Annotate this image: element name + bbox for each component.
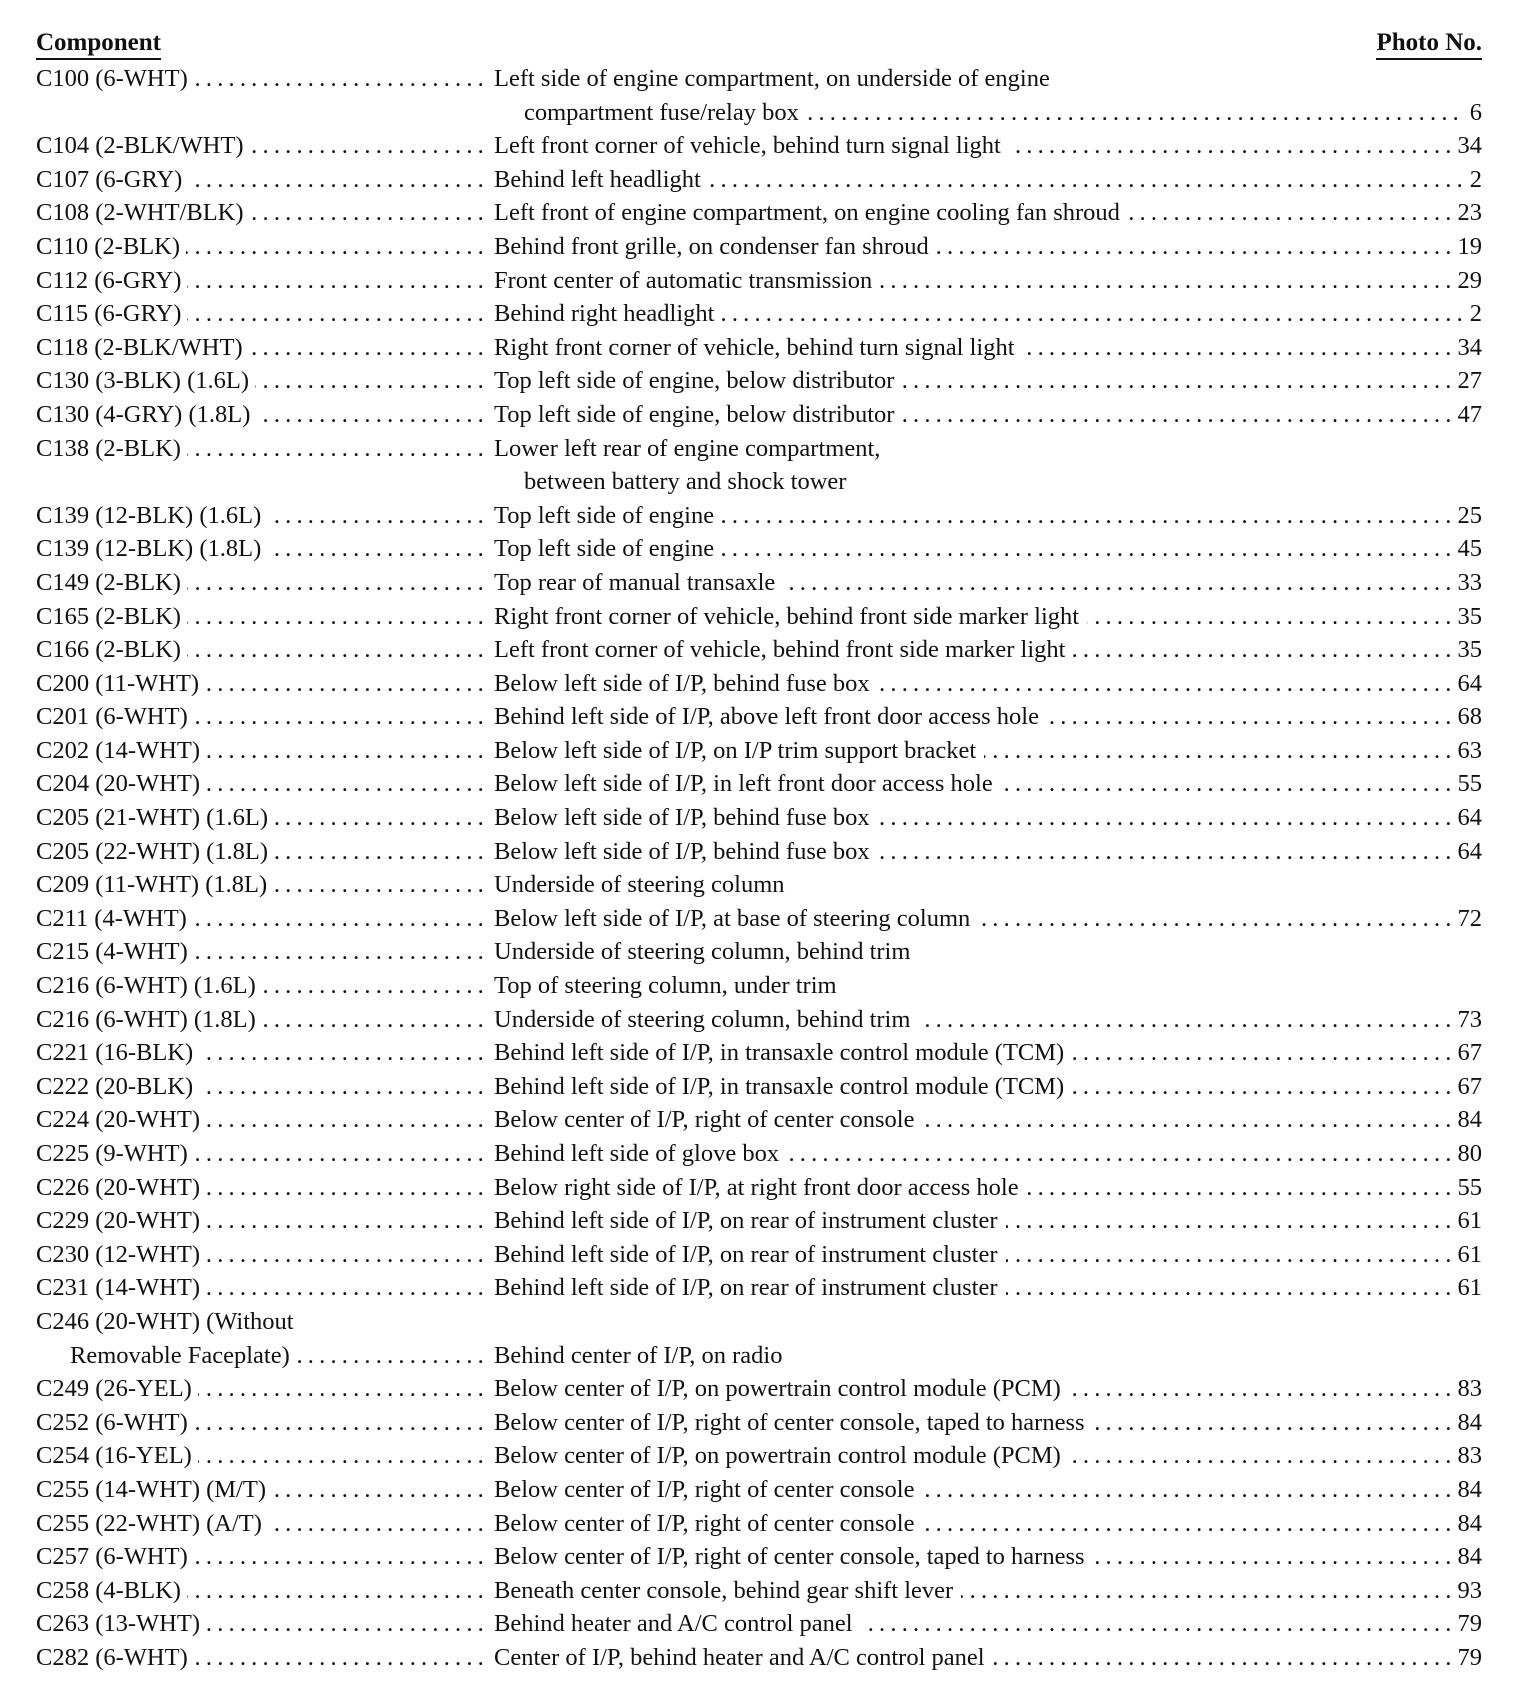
location-text: Below left side of I/P, in left front door access hole xyxy=(494,770,1001,797)
photo-number: 34 xyxy=(1450,331,1483,365)
location-cell xyxy=(494,1070,1482,1104)
table-row xyxy=(36,1641,1482,1675)
component-column-heading: Component xyxy=(36,28,161,60)
component-id: C149 (2-BLK) xyxy=(36,569,187,596)
photo-number: 23 xyxy=(1450,196,1483,230)
location-text: Below center of I/P, right of center console, taped to harness xyxy=(494,1543,1093,1570)
location-text: Beneath center console, behind gear shift lever xyxy=(494,1577,961,1604)
location-text: Front center of automatic transmission xyxy=(494,267,880,294)
photo-number: 33 xyxy=(1450,566,1483,600)
location-cell xyxy=(494,801,1482,835)
location-cell xyxy=(494,1003,1482,1037)
table-row xyxy=(36,1607,1482,1641)
location-cell xyxy=(494,1204,1482,1238)
component-cell xyxy=(36,264,490,298)
table-row xyxy=(36,432,1482,466)
component-id: C166 (2-BLK) xyxy=(36,636,187,663)
location-cell xyxy=(494,1641,1482,1675)
table-row xyxy=(36,1574,1482,1608)
component-cell xyxy=(36,902,490,936)
table-body xyxy=(36,62,1482,1675)
location-text: Behind right headlight xyxy=(494,300,722,327)
table-row xyxy=(36,969,1482,1003)
photo-number: 67 xyxy=(1450,1070,1483,1104)
component-id: C130 (3-BLK) (1.6L) xyxy=(36,367,255,394)
component-id: C202 (14-WHT) xyxy=(36,737,206,764)
location-text: Behind left side of I/P, on rear of instrument cluster xyxy=(494,1241,1006,1268)
component-id: C205 (21-WHT) (1.6L) xyxy=(36,804,274,831)
photo-number: 84 xyxy=(1450,1507,1483,1541)
location-cell xyxy=(494,264,1482,298)
location-cell xyxy=(494,1540,1482,1574)
component-cell xyxy=(36,600,490,634)
location-text: Behind left headlight xyxy=(494,166,709,193)
photo-number: 64 xyxy=(1450,667,1483,701)
table-row xyxy=(36,1439,1482,1473)
location-text: Below center of I/P, on powertrain control module (PCM) xyxy=(494,1442,1069,1469)
component-id: C231 (14-WHT) xyxy=(36,1274,206,1301)
location-text: Below left side of I/P, on I/P trim support bracket xyxy=(494,737,984,764)
component-cell xyxy=(36,734,490,768)
component-id: C201 (6-WHT) xyxy=(36,703,194,730)
photo-number: 61 xyxy=(1450,1204,1483,1238)
component-id: C204 (20-WHT) xyxy=(36,770,206,797)
component-id: C252 (6-WHT) xyxy=(36,1409,194,1436)
photo-number: 2 xyxy=(1462,297,1482,331)
location-cell xyxy=(494,566,1482,600)
component-id: C104 (2-BLK/WHT) xyxy=(36,132,250,159)
table-row xyxy=(36,62,1482,96)
component-cell xyxy=(36,1271,490,1305)
table-row xyxy=(36,96,1482,130)
component-id: C249 (26-YEL) xyxy=(36,1375,198,1402)
location-cell xyxy=(494,1238,1482,1272)
location-text: Top left side of engine, below distributor xyxy=(494,401,902,428)
component-cell xyxy=(36,1540,490,1574)
location-cell xyxy=(524,465,1482,499)
location-text: Center of I/P, behind heater and A/C control panel xyxy=(494,1644,993,1671)
table-row xyxy=(36,734,1482,768)
location-text: Top left side of engine xyxy=(494,502,722,529)
location-text: Below center of I/P, right of center console xyxy=(494,1510,922,1537)
table-row xyxy=(36,1171,1482,1205)
location-text: Behind left side of I/P, on rear of instrument cluster xyxy=(494,1207,1006,1234)
component-id xyxy=(36,99,42,126)
location-cell xyxy=(494,1607,1482,1641)
table-row xyxy=(36,1238,1482,1272)
component-id: C229 (20-WHT) xyxy=(36,1207,206,1234)
photo-number: 63 xyxy=(1450,734,1483,768)
component-cell xyxy=(36,969,490,1003)
photo-number: 61 xyxy=(1450,1238,1483,1272)
component-cell xyxy=(36,196,490,230)
table-row xyxy=(36,398,1482,432)
table-row xyxy=(36,1339,1482,1373)
photo-number: 2 xyxy=(1462,163,1482,197)
component-id: C110 (2-BLK) xyxy=(36,233,186,260)
location-text: Below left side of I/P, behind fuse box xyxy=(494,670,878,697)
component-id: C282 (6-WHT) xyxy=(36,1644,194,1671)
component-cell xyxy=(36,1171,490,1205)
component-id: C222 (20-BLK) xyxy=(36,1073,199,1100)
location-cell xyxy=(494,902,1482,936)
component-cell xyxy=(36,398,490,432)
component-cell xyxy=(36,1607,490,1641)
table-row xyxy=(36,297,1482,331)
component-cell xyxy=(36,566,490,600)
location-cell xyxy=(494,1271,1482,1305)
location-cell xyxy=(494,667,1482,701)
location-cell xyxy=(494,700,1482,734)
component-id: C107 (6-GRY) xyxy=(36,166,188,193)
component-id: C130 (4-GRY) (1.8L) xyxy=(36,401,256,428)
photo-number: 34 xyxy=(1450,129,1483,163)
component-cell xyxy=(36,1070,490,1104)
location-cell xyxy=(494,1036,1482,1070)
table-row xyxy=(36,364,1482,398)
component-cell xyxy=(36,1641,490,1675)
location-cell xyxy=(494,868,1482,902)
table-row xyxy=(36,1372,1482,1406)
location-text: Top of steering column, under trim xyxy=(494,972,845,999)
photo-number: 93 xyxy=(1450,1574,1483,1608)
table-row xyxy=(36,600,1482,634)
component-cell xyxy=(36,1473,490,1507)
location-text: Below left side of I/P, behind fuse box xyxy=(494,838,878,865)
table-row xyxy=(36,566,1482,600)
component-cell xyxy=(36,1439,490,1473)
table-row xyxy=(36,633,1482,667)
component-id: C100 (6-WHT) xyxy=(36,65,194,92)
component-id: C215 (4-WHT) xyxy=(36,938,194,965)
component-cell xyxy=(36,1204,490,1238)
location-text: Below center of I/P, on powertrain control module (PCM) xyxy=(494,1375,1069,1402)
photo-number: 29 xyxy=(1450,264,1483,298)
location-cell xyxy=(494,633,1482,667)
table-row xyxy=(36,935,1482,969)
component-id: C216 (6-WHT) (1.6L) xyxy=(36,972,262,999)
table-row xyxy=(36,1070,1482,1104)
photo-number: 55 xyxy=(1450,767,1483,801)
component-id: C139 (12-BLK) (1.6L) xyxy=(36,502,267,529)
table-row xyxy=(36,499,1482,533)
location-text: Behind left side of I/P, on rear of instrument cluster xyxy=(494,1274,1006,1301)
location-cell xyxy=(494,432,1482,466)
table-row xyxy=(36,230,1482,264)
location-text: Left front corner of vehicle, behind front side marker light xyxy=(494,636,1073,663)
location-cell xyxy=(494,600,1482,634)
photo-number: 84 xyxy=(1450,1406,1483,1440)
location-cell xyxy=(494,129,1482,163)
component-cell xyxy=(36,163,490,197)
location-cell xyxy=(494,1339,1482,1373)
component-id: C221 (16-BLK) xyxy=(36,1039,199,1066)
component-cell xyxy=(36,499,490,533)
component-id: C225 (9-WHT) xyxy=(36,1140,194,1167)
location-cell xyxy=(524,96,1482,130)
component-cell xyxy=(36,1103,490,1137)
location-text: Left front of engine compartment, on engine cooling fan shroud xyxy=(494,199,1128,226)
component-cell xyxy=(36,1036,490,1070)
table-row xyxy=(36,1507,1482,1541)
component-cell xyxy=(36,532,490,566)
location-text: Below right side of I/P, at right front door access hole xyxy=(494,1174,1027,1201)
table-row xyxy=(36,532,1482,566)
location-cell xyxy=(494,1507,1482,1541)
location-text: Below center of I/P, right of center console xyxy=(494,1476,922,1503)
component-id: C224 (20-WHT) xyxy=(36,1106,206,1133)
table-row xyxy=(36,700,1482,734)
component-id: C165 (2-BLK) xyxy=(36,603,187,630)
component-id: C139 (12-BLK) (1.8L) xyxy=(36,535,267,562)
photo-number: 19 xyxy=(1450,230,1483,264)
component-id: C200 (11-WHT) xyxy=(36,670,205,697)
location-text: Behind center of I/P, on radio xyxy=(494,1342,791,1369)
table-row xyxy=(36,1540,1482,1574)
component-cell xyxy=(36,700,490,734)
component-cell xyxy=(36,767,490,801)
location-cell xyxy=(494,1406,1482,1440)
location-text: Behind left side of I/P, above left front door access hole xyxy=(494,703,1047,730)
component-id: C209 (11-WHT) (1.8L) xyxy=(36,871,273,898)
component-id: C255 (14-WHT) (M/T) xyxy=(36,1476,272,1503)
location-text: compartment fuse/relay box xyxy=(524,99,807,126)
table-row xyxy=(36,1271,1482,1305)
location-cell xyxy=(494,935,1482,969)
component-id: C108 (2-WHT/BLK) xyxy=(36,199,250,226)
location-text: Right front corner of vehicle, behind turn signal light xyxy=(494,334,1023,361)
location-cell xyxy=(494,331,1482,365)
location-text: Behind left side of I/P, in transaxle control module (TCM) xyxy=(494,1039,1072,1066)
component-cell xyxy=(36,1507,490,1541)
photo-number: 25 xyxy=(1450,499,1483,533)
location-text: Below center of I/P, right of center console xyxy=(494,1106,922,1133)
location-cell xyxy=(494,230,1482,264)
location-cell xyxy=(494,969,1482,1003)
location-cell xyxy=(494,532,1482,566)
table-row xyxy=(36,264,1482,298)
location-cell xyxy=(494,767,1482,801)
component-cell xyxy=(36,465,490,499)
photo-number: 79 xyxy=(1450,1607,1483,1641)
table-row xyxy=(36,163,1482,197)
location-text: Right front corner of vehicle, behind front side marker light xyxy=(494,603,1087,630)
photo-number: 61 xyxy=(1450,1271,1483,1305)
table-row xyxy=(36,902,1482,936)
connector-location-table xyxy=(36,26,1482,1675)
location-cell xyxy=(494,364,1482,398)
table-row xyxy=(36,868,1482,902)
component-cell xyxy=(36,1372,490,1406)
component-id: C255 (22-WHT) (A/T) xyxy=(36,1510,268,1537)
table-row xyxy=(36,1036,1482,1070)
location-text: Underside of steering column, behind trim xyxy=(494,1006,918,1033)
photo-number: 67 xyxy=(1450,1036,1483,1070)
photo-number: 64 xyxy=(1450,835,1483,869)
photo-number: 35 xyxy=(1450,633,1483,667)
location-cell xyxy=(494,297,1482,331)
component-id: Removable Faceplate) xyxy=(36,1342,296,1369)
location-cell xyxy=(494,1171,1482,1205)
table-row xyxy=(36,129,1482,163)
component-cell xyxy=(36,62,490,96)
photo-number: 35 xyxy=(1450,600,1483,634)
location-cell xyxy=(494,196,1482,230)
photo-number: 72 xyxy=(1450,902,1483,936)
photo-number: 45 xyxy=(1450,532,1483,566)
component-id: C230 (12-WHT) xyxy=(36,1241,206,1268)
photo-number: 47 xyxy=(1450,398,1483,432)
table-row xyxy=(36,465,1482,499)
table-row xyxy=(36,331,1482,365)
location-cell xyxy=(494,62,1482,96)
component-id: C118 (2-BLK/WHT) xyxy=(36,334,249,361)
location-cell xyxy=(494,1473,1482,1507)
component-cell xyxy=(36,835,490,869)
photo-number: 68 xyxy=(1450,700,1483,734)
component-id: C112 (6-GRY) xyxy=(36,267,187,294)
location-cell xyxy=(494,1372,1482,1406)
component-id: C226 (20-WHT) xyxy=(36,1174,206,1201)
location-text: Top left side of engine xyxy=(494,535,722,562)
location-cell xyxy=(494,1574,1482,1608)
location-text: Below center of I/P, right of center console, taped to harness xyxy=(494,1409,1093,1436)
component-id: C263 (13-WHT) xyxy=(36,1610,206,1637)
location-text: Lower left rear of engine compartment, xyxy=(494,435,888,462)
component-cell xyxy=(36,1305,490,1339)
table-header xyxy=(36,26,1482,60)
location-cell xyxy=(494,398,1482,432)
photo-number: 64 xyxy=(1450,801,1483,835)
table-row xyxy=(36,1406,1482,1440)
photo-number: 84 xyxy=(1450,1540,1483,1574)
location-text: Top rear of manual transaxle xyxy=(494,569,783,596)
table-row xyxy=(36,667,1482,701)
component-cell xyxy=(36,633,490,667)
location-cell xyxy=(494,734,1482,768)
location-text: Underside of steering column xyxy=(494,871,793,898)
location-cell xyxy=(494,163,1482,197)
photo-number: 84 xyxy=(1450,1103,1483,1137)
location-cell xyxy=(494,1137,1482,1171)
table-row xyxy=(36,1137,1482,1171)
component-id: C211 (4-WHT) xyxy=(36,905,193,932)
table-row xyxy=(36,801,1482,835)
table-row xyxy=(36,1003,1482,1037)
component-cell xyxy=(36,1137,490,1171)
location-text: Top left side of engine, below distributor xyxy=(494,367,902,394)
photo-number: 83 xyxy=(1450,1439,1483,1473)
component-cell xyxy=(36,1406,490,1440)
component-cell xyxy=(36,1238,490,1272)
location-text: Underside of steering column, behind trim xyxy=(494,938,918,965)
location-text: Behind left side of I/P, in transaxle control module (TCM) xyxy=(494,1073,1072,1100)
component-cell xyxy=(36,868,490,902)
component-id: C205 (22-WHT) (1.8L) xyxy=(36,838,274,865)
component-id: C138 (2-BLK) xyxy=(36,435,187,462)
component-cell xyxy=(36,331,490,365)
component-cell xyxy=(36,1339,490,1373)
location-text: Behind heater and A/C control panel xyxy=(494,1610,861,1637)
component-cell xyxy=(36,364,490,398)
location-text: Left front corner of vehicle, behind turn signal light xyxy=(494,132,1009,159)
location-cell xyxy=(494,835,1482,869)
component-id: C254 (16-YEL) xyxy=(36,1442,198,1469)
table-row xyxy=(36,1305,1482,1339)
component-cell xyxy=(36,667,490,701)
component-cell xyxy=(36,432,490,466)
component-cell xyxy=(36,1003,490,1037)
photo-number-column-heading: Photo No. xyxy=(1376,28,1482,60)
table-row xyxy=(36,1204,1482,1238)
photo-number: 27 xyxy=(1450,364,1483,398)
component-cell xyxy=(36,1574,490,1608)
photo-number: 84 xyxy=(1450,1473,1483,1507)
location-cell xyxy=(494,499,1482,533)
component-id: C258 (4-BLK) xyxy=(36,1577,187,1604)
table-row xyxy=(36,196,1482,230)
component-id: C216 (6-WHT) (1.8L) xyxy=(36,1006,262,1033)
location-cell xyxy=(494,1439,1482,1473)
photo-number: 6 xyxy=(1462,96,1482,130)
location-text: Behind front grille, on condenser fan shroud xyxy=(494,233,937,260)
photo-number: 55 xyxy=(1450,1171,1483,1205)
location-text: Below left side of I/P, behind fuse box xyxy=(494,804,878,831)
photo-number: 80 xyxy=(1450,1137,1483,1171)
component-cell xyxy=(36,96,490,130)
component-id: C115 (6-GRY) xyxy=(36,300,187,327)
photo-number: 79 xyxy=(1450,1641,1483,1675)
table-row xyxy=(36,835,1482,869)
component-cell xyxy=(36,129,490,163)
location-text: Behind left side of glove box xyxy=(494,1140,787,1167)
location-cell xyxy=(494,1103,1482,1137)
component-cell xyxy=(36,297,490,331)
table-row xyxy=(36,767,1482,801)
photo-number: 83 xyxy=(1450,1372,1483,1406)
component-cell xyxy=(36,801,490,835)
component-id xyxy=(36,468,42,495)
component-cell xyxy=(36,935,490,969)
location-text: Below left side of I/P, at base of steering column xyxy=(494,905,978,932)
table-row xyxy=(36,1473,1482,1507)
component-id: C246 (20-WHT) (Without xyxy=(36,1308,300,1335)
photo-number: 73 xyxy=(1450,1003,1483,1037)
location-text: Left side of engine compartment, on underside of engine xyxy=(494,65,1058,92)
table-row xyxy=(36,1103,1482,1137)
component-cell xyxy=(36,230,490,264)
location-text: between battery and shock tower xyxy=(524,468,854,495)
component-id: C257 (6-WHT) xyxy=(36,1543,194,1570)
